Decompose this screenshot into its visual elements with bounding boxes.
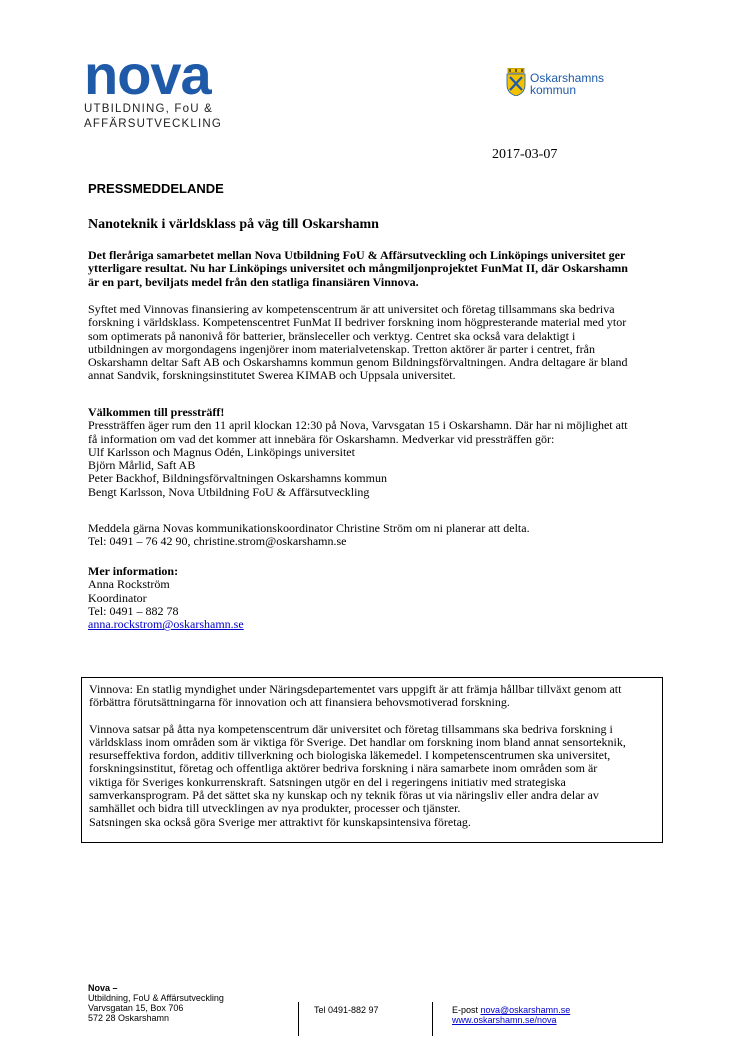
info-line: Vinnova satsar på åtta nya kompetenscentrum där universitet och företag tillsammans ska bedriva forskning i bbox=[89, 721, 613, 736]
footer-email-link[interactable]: nova@oskarshamn.se bbox=[480, 1005, 571, 1015]
lead-line: ytterligare resultat. Nu har Linköpings universitet och mångmiljonprojektet FunMat II, där Oskarshamn bbox=[88, 261, 628, 276]
welcome-line: få information om vad det kommer att innebära för Oskarshamn. Medverkar vid pressträffen gör: bbox=[88, 431, 555, 446]
body-line: utbildningen av morgondagens ingenjörer inom materialvetenskap. Tretton aktörer är parter i centret, från bbox=[88, 341, 595, 356]
info-line: Satsningen ska också göra Sverige mer attraktivt för kunskapsintensiva företag. bbox=[89, 814, 471, 829]
lead-line: Det fleråriga samarbetet mellan Nova Utbildning FoU & Affärsutveckling och Linköpings universitet ger bbox=[88, 248, 626, 262]
info-line: samhället och bidra till utvecklingen av nya produkter, processer och tjänster. bbox=[89, 801, 461, 816]
vinnova-info-box bbox=[81, 677, 663, 843]
footer-divider bbox=[298, 1002, 299, 1036]
participant-line: Bengt Karlsson, Nova Utbildning FoU & Affärsutveckling bbox=[88, 484, 370, 499]
document-date: 2017-03-07 bbox=[492, 147, 558, 162]
participant-line: Peter Backhof, Bildningsförvaltningen Oskarshamns kommun bbox=[88, 471, 387, 486]
nova-logo bbox=[84, 43, 234, 130]
more-info-line: Anna Rockström bbox=[88, 577, 170, 592]
info-line: forskningsinstitut, företag och offentliga aktörer bedriva forskning i nära samarbete inom områden som är bbox=[89, 761, 598, 776]
oskarshamn-logo bbox=[506, 68, 636, 102]
footer-org-line: Utbildning, FoU & Affärsutveckling bbox=[88, 993, 224, 1003]
welcome-section bbox=[88, 406, 668, 499]
info-line: viktiga för Sveriges konkurrenskraft. Satsningen utgör en del i regeringens initiativ med strategiska bbox=[89, 774, 566, 789]
more-info-heading: Mer information: bbox=[88, 564, 179, 578]
oskarshamn-logo-line-2: kommun bbox=[530, 83, 577, 97]
footer-divider bbox=[432, 1002, 433, 1036]
body-line: forskning i världsklass. Kompetenscentret FunMat II bedriver forskning inom högpresterande material med ytor bbox=[88, 315, 627, 330]
info-line: resurseffektiva fordon, additiv tillverkning och biologiska läkemedel. I kompetenscentrumen ska universitet, bbox=[89, 748, 611, 763]
footer-address bbox=[88, 983, 224, 1023]
oskarshamn-logo-line-1: Oskarshamns bbox=[530, 71, 605, 85]
body-line: som optimerats på nanonivå för batterier, bränsleceller och verktyg. Centret ska också vara delaktigt i bbox=[88, 328, 576, 343]
participant-line: Björn Mårlid, Saft AB bbox=[88, 458, 196, 473]
more-info-line: Tel: 0491 – 882 78 bbox=[88, 603, 179, 618]
footer-org-line: 572 28 Oskarshamn bbox=[88, 1013, 170, 1023]
footer-org-line: Varvsgatan 15, Box 706 bbox=[88, 1003, 184, 1013]
lead-paragraph bbox=[88, 249, 668, 289]
nova-logo-subtitle-2: AFFÄRSUTVECKLING bbox=[84, 118, 223, 130]
footer-org: Nova – bbox=[88, 983, 118, 993]
contact-line: Meddela gärna Novas kommunikationskoordinator Christine Ström om ni planerar att delta. bbox=[88, 521, 530, 535]
nova-logo-word: nova bbox=[84, 43, 211, 106]
nova-logo-subtitle-1: UTBILDNING, FoU & bbox=[84, 103, 214, 115]
headline: Nanoteknik i världsklass på väg till Oskarshamn bbox=[88, 217, 379, 232]
welcome-heading: Välkommen till pressträff! bbox=[88, 405, 225, 419]
coat-of-arms-icon bbox=[506, 68, 526, 96]
contact-line: Tel: 0491 – 76 42 90, christine.strom@oskarshamn.se bbox=[88, 534, 347, 549]
welcome-line: Pressträffen äger rum den 11 april klockan 12:30 på Nova, Varvsgatan 15 i Oskarshamn. Där har ni möjlighet att bbox=[88, 418, 628, 433]
contact-section bbox=[88, 522, 668, 549]
lead-line: är en part, beviljats medel från den statliga finansiären Vinnova. bbox=[88, 274, 419, 289]
participant-line: Ulf Karlsson och Magnus Odén, Linköpings universitet bbox=[88, 444, 355, 459]
info-line: förbättra förutsättningarna för innovation och att finansiera behovsmotiverad forskning. bbox=[89, 695, 510, 710]
body-line: Oskarshamn deltar Saft AB och Oskarshamns kommun genom Bildningsförvaltningen. Andra deltagare är bland bbox=[88, 355, 628, 370]
body-paragraph bbox=[88, 303, 668, 383]
body-line: Syftet med Vinnovas finansiering av kompetenscentrum är att universitet och företag tillsammans ska bedriva bbox=[88, 302, 615, 316]
info-line: samverkansprogram. På det sättet ska ny kunskap och ny teknik föras ut via näringsliv eller andra delar av bbox=[89, 788, 599, 803]
body-line: annat Sandvik, forskningsinstitutet Swerea KIMAB och Uppsala universitet. bbox=[88, 368, 456, 383]
footer-contact bbox=[452, 1005, 570, 1025]
info-line: Vinnova: En statlig myndighet under Näringsdepartementet vars uppgift är att främja hållbar tillväxt genom att bbox=[89, 682, 622, 696]
more-info-email-link[interactable]: anna.rockstrom@oskarshamn.se bbox=[88, 617, 244, 632]
footer-email-label: E-post bbox=[452, 1005, 481, 1015]
footer-web-link[interactable]: www.oskarshamn.se/nova bbox=[452, 1015, 557, 1025]
press-release-label: PRESSMEDDELANDE bbox=[88, 181, 224, 196]
info-line: världsklass inom områden som är viktiga för Sverige. Det handlar om forskning inom bland annat sensorteknik, bbox=[89, 734, 626, 749]
more-info-section bbox=[88, 565, 668, 631]
more-info-line: Koordinator bbox=[88, 590, 147, 605]
footer-phone: Tel 0491-882 97 bbox=[314, 1005, 379, 1015]
